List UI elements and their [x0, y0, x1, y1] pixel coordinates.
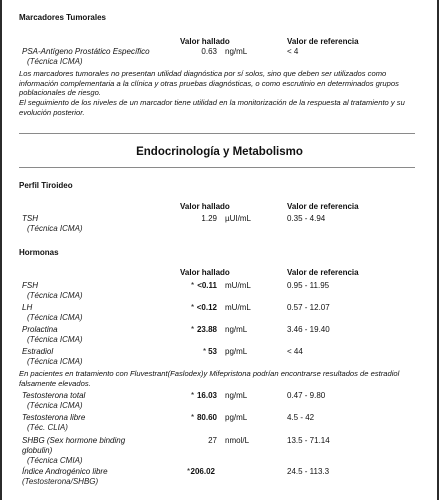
test-prolactin-method: (Técnica ICMA) — [27, 335, 83, 344]
test-testosterone-free-ref: 4.5 - 42 — [287, 413, 315, 422]
test-lh-name: LH — [22, 303, 33, 312]
test-free-androgen-index-name: Índice Androgénico libre — [22, 467, 108, 476]
flag-lh: * — [191, 303, 195, 312]
section-thyroid-profile: Perfil Tiroideo — [19, 181, 73, 190]
test-lh-unit: mU/mL — [225, 303, 251, 312]
flag-prolactin: * — [191, 325, 195, 334]
test-free-androgen-index-method: (Testosterona/SHBG) — [22, 477, 99, 486]
flag-estradiol: * — [203, 347, 207, 356]
test-shbg-method: (Técnica CMIA) — [27, 456, 83, 465]
test-prolactin-name: Prolactina — [22, 325, 58, 334]
col-header-value: Valor hallado — [180, 37, 230, 46]
section-tumor-markers: Marcadores Tumorales — [19, 13, 106, 22]
divider-bottom — [19, 167, 415, 168]
test-estradiol-value: 53 — [208, 347, 217, 356]
test-free-androgen-index-ref: 24.5 - 113.3 — [287, 467, 330, 476]
test-shbg-name: SHBG (Sex hormone binding — [22, 436, 126, 445]
tumor-note-2: El seguimiento de los niveles de un marcador tiene utilidad en la monitorización de la respuesta al tratamiento y su evolución posterior. — [19, 98, 405, 117]
test-shbg-name-cont: globulin) — [22, 446, 53, 455]
test-tsh-name: TSH — [22, 214, 38, 223]
test-psa-value: 0.63 — [201, 47, 217, 56]
test-fsh-value: <0.11 — [197, 281, 217, 290]
test-tsh-ref: 0.35 - 4.94 — [287, 214, 326, 223]
test-tsh-unit: µUI/mL — [225, 214, 251, 223]
test-testosterone-total-ref: 0.47 - 9.80 — [287, 391, 326, 400]
section-title-endocrinology: Endocrinología y Metabolismo — [136, 146, 303, 158]
test-testosterone-total-method: (Técnica ICMA) — [27, 401, 83, 410]
test-fsh-ref: 0.95 - 11.95 — [287, 281, 330, 290]
divider-top — [19, 133, 415, 134]
test-testosterone-free-method: (Téc. CLIA) — [27, 423, 68, 432]
col-header-value-hormones: Valor hallado — [180, 268, 230, 277]
test-lh-method: (Técnica ICMA) — [27, 313, 83, 322]
test-estradiol-ref: < 44 — [287, 347, 303, 356]
flag-free-androgen-index: * — [187, 467, 191, 476]
test-psa-unit: ng/mL — [225, 47, 248, 56]
test-testosterone-free-unit: pg/mL — [225, 413, 248, 422]
test-testosterone-total-name: Testosterona total — [22, 391, 86, 400]
test-prolactin-value: 23.88 — [196, 325, 217, 334]
test-tsh-method: (Técnica ICMA) — [27, 224, 83, 233]
test-prolactin-unit: ng/mL — [225, 325, 248, 334]
test-free-androgen-index-value: 206.02 — [190, 467, 215, 476]
test-shbg-value: 27 — [208, 436, 217, 445]
test-psa-ref: < 4 — [287, 47, 299, 56]
flag-testosterone-total: * — [191, 391, 195, 400]
tumor-note-1: Los marcadores tumorales no presentan utilidad diagnóstica por sí solos, sino que deben ser utilizados como información complementaria a la clínica y otras pruebas diagnósticas, o como escrutinio en determinados grupos poblacionales de riesgo. — [19, 69, 399, 98]
test-shbg-ref: 13.5 - 71.14 — [287, 436, 330, 445]
test-testosterone-free-name: Testosterona libre — [22, 413, 86, 422]
test-testosterone-free-value: 80.60 — [196, 413, 217, 422]
test-shbg-unit: nmol/L — [225, 436, 250, 445]
test-testosterone-total-value: 16.03 — [196, 391, 217, 400]
flag-testosterone-free: * — [191, 413, 195, 422]
test-fsh-unit: mU/mL — [225, 281, 251, 290]
section-hormones: Hormonas — [19, 248, 59, 257]
test-psa-name: PSA-Antígeno Prostático Específico — [22, 47, 150, 56]
flag-fsh: * — [191, 281, 195, 290]
left-border — [0, 0, 2, 500]
estradiol-note: En pacientes en tratamiento con Fluvestrant(Faslodex)y Mifepristona podrían encontrarse resultados de estradiol falsamente elevados. — [19, 369, 400, 388]
col-header-reference-hormones: Valor de referencia — [287, 268, 359, 277]
col-header-reference: Valor de referencia — [287, 37, 359, 46]
test-psa-method: (Técnica ICMA) — [27, 57, 83, 66]
test-lh-value: <0.12 — [196, 303, 217, 312]
test-lh-ref: 0.57 - 12.07 — [287, 303, 330, 312]
test-tsh-value: 1.29 — [201, 214, 217, 223]
test-estradiol-name: Estradiol — [22, 347, 54, 356]
col-header-value-thyroid: Valor hallado — [180, 202, 230, 211]
test-fsh-name: FSH — [22, 281, 38, 290]
test-prolactin-ref: 3.46 - 19.40 — [287, 325, 330, 334]
test-testosterone-total-unit: ng/mL — [225, 391, 248, 400]
test-estradiol-method: (Técnica ICMA) — [27, 357, 83, 366]
test-fsh-method: (Técnica ICMA) — [27, 291, 83, 300]
test-estradiol-unit: pg/mL — [225, 347, 248, 356]
col-header-reference-thyroid: Valor de referencia — [287, 202, 359, 211]
